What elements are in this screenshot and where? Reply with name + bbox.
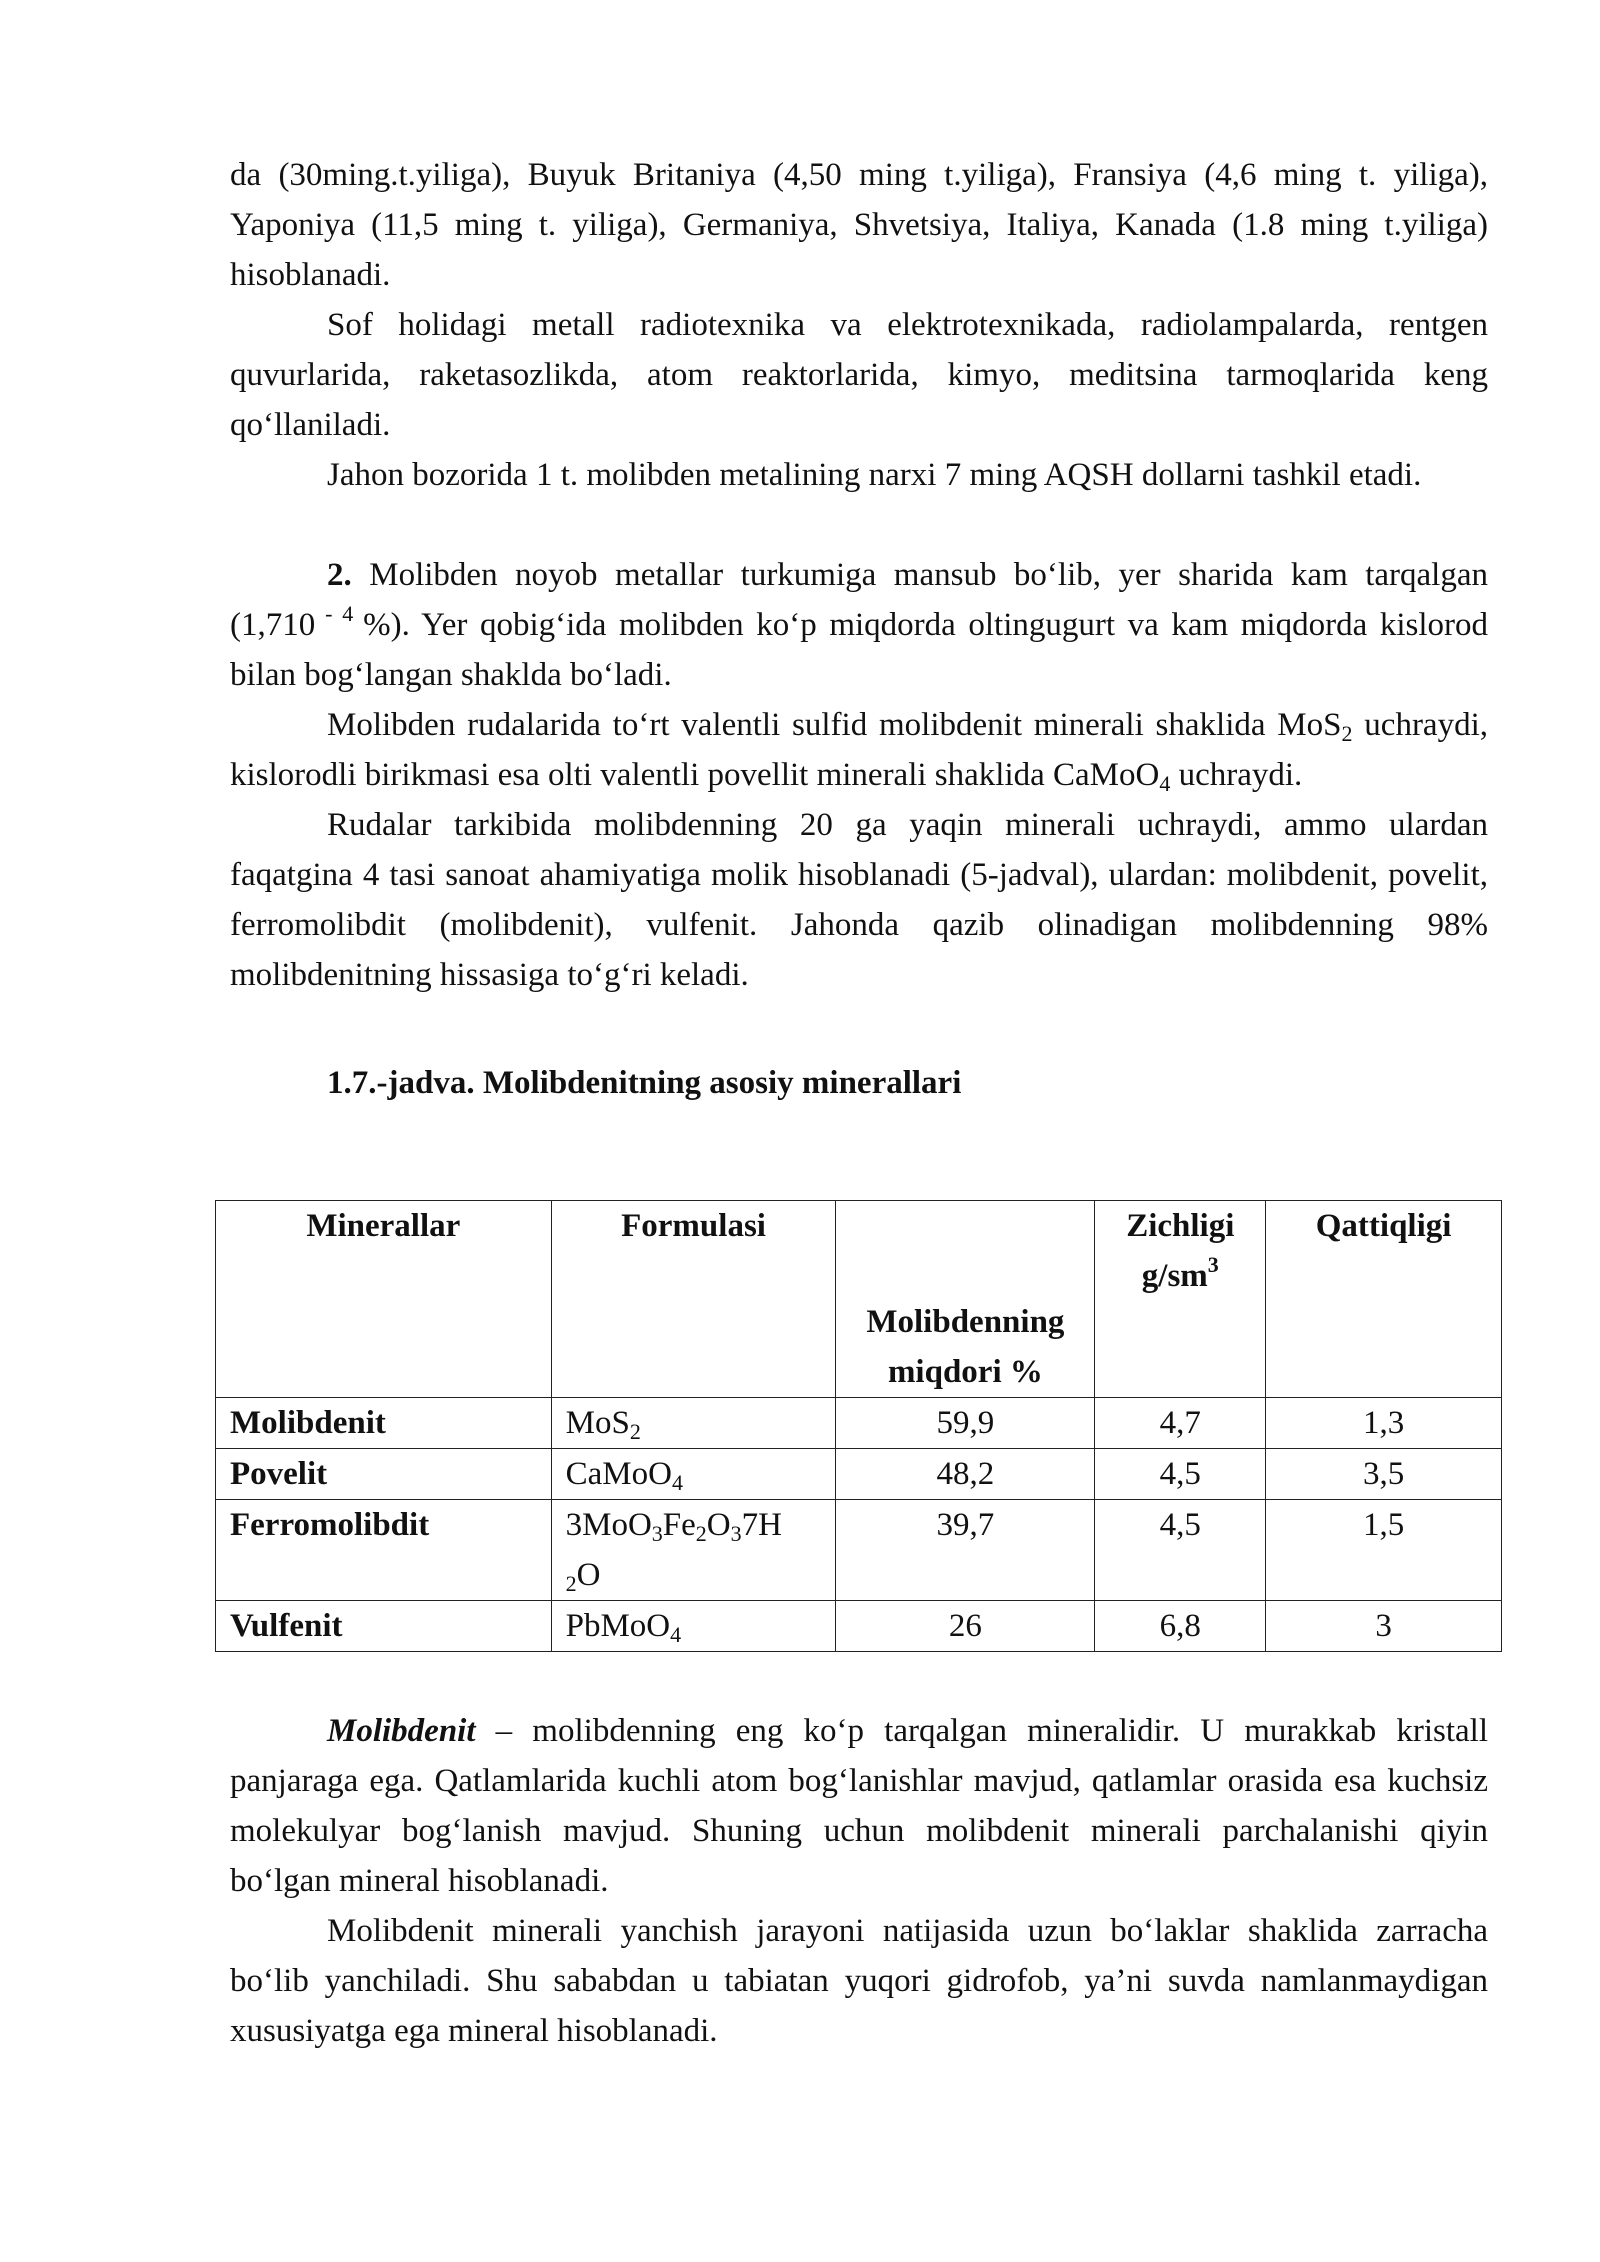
text-block-top	[230, 150, 1488, 1108]
minerals-table	[215, 1200, 1502, 1652]
table-header-row	[216, 1201, 1502, 1398]
header-zichlik: Zichligi $g/sm^3$	[1095, 1201, 1266, 1398]
paragraph-section-2: 2. Molibden noyob metallar turkumiga mansub bo‘lib, yer sharida kam tarqalgan (1,710 $^{- 4}$ %). Yer qobig‘ida molibden ko‘p miqdorda oltingugurt va kam miqdorda kislorod bilan bog‘langan shaklda bo‘ladi.	[230, 557, 1488, 693]
paragraph-uses: Sof holidagi metall radiotexnika va elektrotexnikada, radiolampalarda, rentgen quvurlarida, raketasozlikda, atom reaktorlarida, kimyo, meditsina tarmoqlarida keng qo‘llaniladi.	[230, 307, 1488, 443]
header-molibden: Molibdenning miqdori %	[836, 1201, 1095, 1398]
paragraph-molibdenit: Molibdenit – molibdenning eng ko‘p tarqalgan mineralidir. U murakkab kristall panjaraga ega. Qatlamlarida kuchli atom bog‘lanishlar mavjud, qatlamlar orasida esa kuchsiz molekulyar bog‘lanish mavjud. Shuning uchun molibdenit minerali parchalanishi qiyin bo‘lgan mineral hisoblanadi.	[230, 1713, 1488, 1899]
text-block-bottom	[230, 1706, 1488, 2056]
table-row: Ferromolibdit $3MoO_3Fe_2O_37H$ $_2$O 39,7 4,5 1,5	[216, 1500, 1502, 1601]
table-caption: 1.7.-jadva. Molibdenitning asosiy minerallari	[327, 1065, 962, 1101]
table-row: Povelit CaMoO$_4$ 48,2 4,5 3,5	[216, 1449, 1502, 1500]
paragraph-price: Jahon bozorida 1 t. molibden metalining narxi 7 ming AQSH dollarni tashkil etadi.	[327, 457, 1422, 493]
header-minerallar: Minerallar	[216, 1201, 552, 1398]
paragraph-exports: da (30ming.t.yiliga), Buyuk Britaniya (4,50 ming t.yiliga), Fransiya (4,6 ming t. yiliga), Yaponiya (11,5 ming t. yiliga), Germaniya, Shvetsiya, Italiya, Kanada (1.8 ming t.yiliga) hisoblanadi.	[230, 157, 1488, 293]
term-molibdenit: Molibdenit	[327, 1713, 476, 1749]
paragraph-minerals: Rudalar tarkibida molibdenning 20 ga yaqin minerali uchraydi, ammo ulardan faqatgina 4 tasi sanoat ahamiyatiga molik hisoblanadi (5-jadval), ulardan: molibdenit, povelit, ferromolibdit (molibdenit), vulfenit. Jahonda qazib olinadigan molibdenning 98% molibdenitning hissasiga to‘g‘ri keladi.	[230, 807, 1488, 993]
table-row: Molibdenit MoS$_2$ 59,9 4,7 1,3	[216, 1398, 1502, 1449]
paragraph-ores: Molibden rudalarida to‘rt valentli sulfid molibdenit minerali shaklida MoS$_2$ uchraydi, kislorodli birikmasi esa olti valentli povellit minerali shaklida CaMoO$_4$ uchraydi.	[230, 707, 1488, 796]
header-qattiqlik: Qattiqligi	[1266, 1201, 1502, 1398]
section-number: 2.	[327, 557, 352, 593]
header-formulasi: Formulasi	[551, 1201, 836, 1398]
table-row: Vulfenit PbMoO$_4$ 26 6,8 3	[216, 1601, 1502, 1652]
paragraph-grinding: Molibdenit minerali yanchish jarayoni natijasida uzun bo‘laklar shaklida zarracha bo‘lib yanchiladi. Shu sababdan u tabiatan yuqori gidrofob, ya’ni suvda namlanmaydigan xususiyatga ega mineral hisoblanadi.	[230, 1913, 1488, 2049]
